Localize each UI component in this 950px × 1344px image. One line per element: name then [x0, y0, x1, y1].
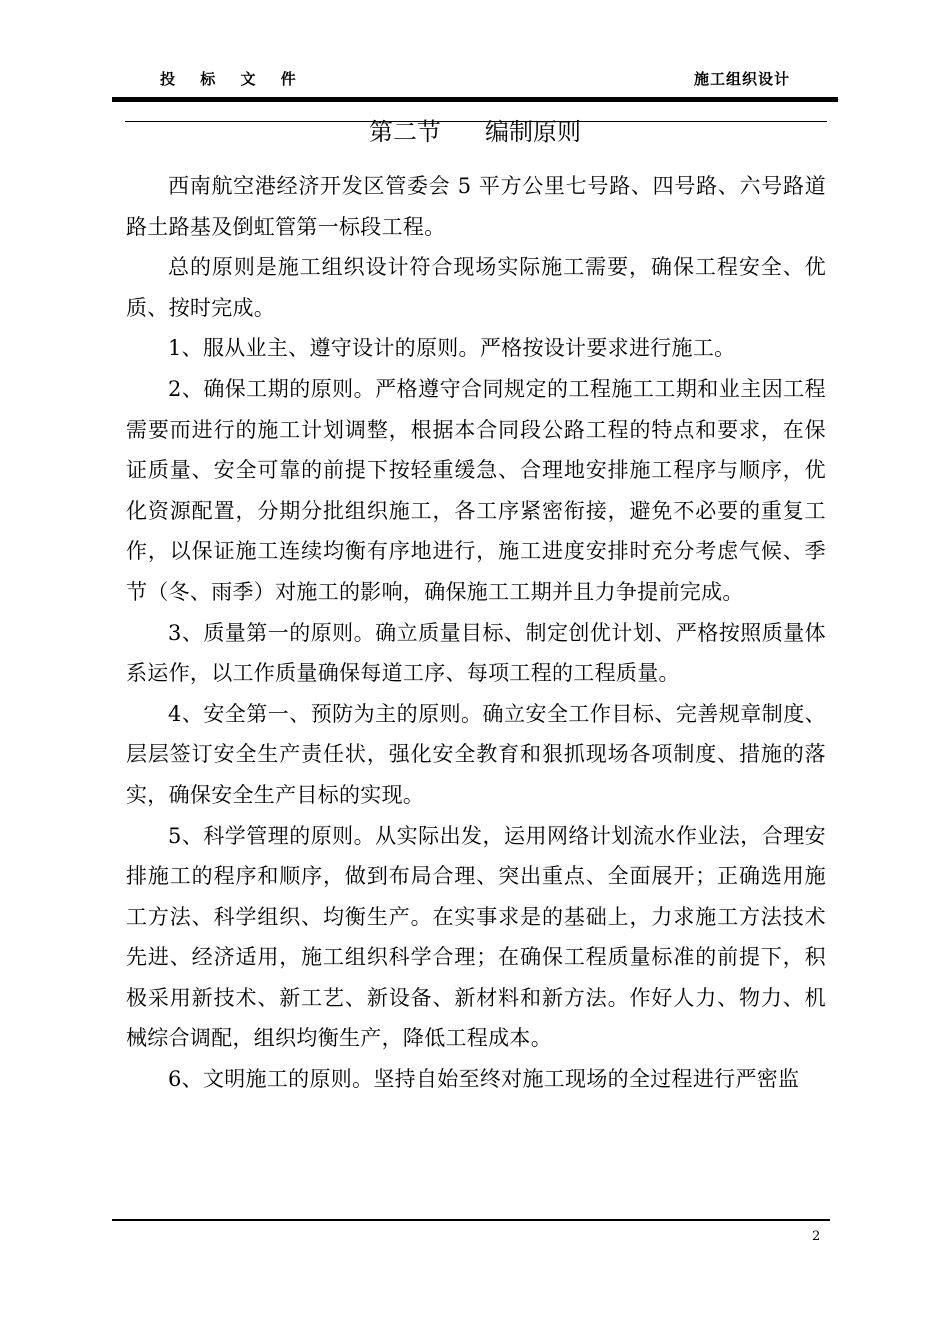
section-title-text: 编制原则: [485, 118, 581, 146]
section-heading: [0, 117, 950, 147]
paragraph-principle-3: 3、质量第一的原则。确立质量目标、制定创优计划、严格按照质量体系运作，以工作质量确保每道工序、每项工程的工程质量。: [126, 620, 826, 686]
paragraph-principle-1: 1、服从业主、遵守设计的原则。严格按设计要求进行施工。: [168, 336, 736, 361]
body-text: [126, 166, 826, 1100]
footer-rule: [112, 1219, 830, 1221]
section-number: 第二节: [369, 118, 441, 146]
paragraph-principle-2: 2、确保工期的原则。严格遵守合同规定的工程施工工期和业主因工程需要而进行的施工计划调整，根据本合同段公路工程的特点和要求，在保证质量、安全可靠的前提下按轻重缓急、合理地安排施工程序与顺序，优化资源配置，分期分批组织施工，各工序紧密衔接，避免不必要的重复工作，以保证施工连续均衡有序地进行，施工进度安排时充分考虑气候、季节（冬、雨季）对施工的影响，确保施工工期并且力争提前完成。: [126, 376, 826, 604]
header-thick-rule: [112, 97, 838, 102]
paragraph-general-principle: 总的原则是施工组织设计符合现场实际施工需要，确保工程安全、优质、按时完成。: [126, 255, 826, 320]
header-document-type: 投 标 文 件: [160, 70, 306, 88]
paragraph-principle-5: 5、科学管理的原则。从实际出发，运用网络计划流水作业法，合理安排施工的程序和顺序，做到布局合理、突出重点、全面展开；正确选用施工方法、科学组织、均衡生产。在实事求是的基础上，力求施工方法技术先进、经济适用，施工组织科学合理；在确保工程质量标准的前提下，积极采用新技术、新工艺、新设备、新材料和新方法。作好人力、物力、机械综合调配，组织均衡生产，降低工程成本。: [126, 823, 826, 1051]
paragraph-project: 西南航空港经济开发区管委会 5 平方公里七号路、四号路、六号路道路土路基及倒虹管第一标段工程。: [126, 174, 826, 239]
paragraph-principle-4: 4、安全第一、预防为主的原则。确立安全工作目标、完善规章制度、层层签订安全生产责任状，强化安全教育和狠抓现场各项制度、措施的落实，确保安全生产目标的实现。: [126, 701, 826, 807]
paragraph-principle-6: 6、文明施工的原则。坚持自始至终对施工现场的全过程进行严密监: [168, 1067, 800, 1092]
page-number: 2: [812, 1229, 821, 1244]
header-document-title: 施工组织设计: [693, 70, 790, 88]
